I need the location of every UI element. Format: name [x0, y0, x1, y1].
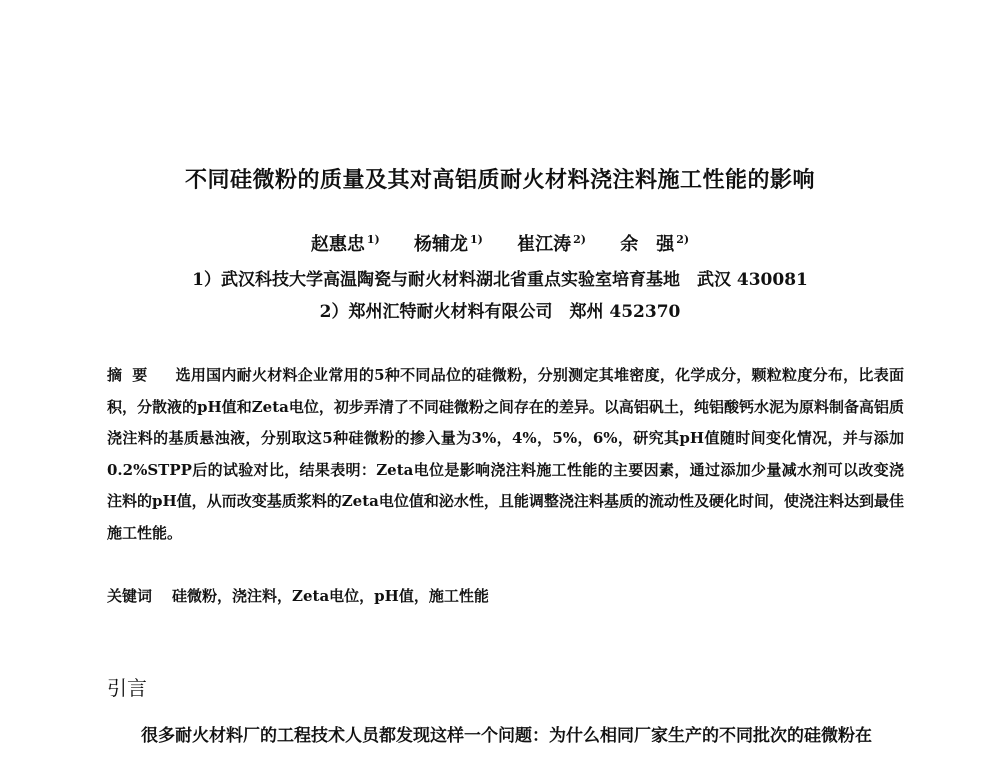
paper-title: 不同硅微粉的质量及其对高铝质耐火材料浇注料施工性能的影响 [184, 168, 815, 193]
author-name: 崔江涛 [517, 234, 572, 255]
author-affiliation-mark: 2) [676, 233, 690, 246]
author-name: 余 强 [620, 234, 675, 255]
author-name: 赵惠忠 [310, 234, 365, 255]
abstract-text: 选用国内耐火材料企业常用的5种不同品位的硅微粉，分别测定其堆密度，化学成分，颗粒粒度分布，比表面积，分散液的pH值和Zeta电位，初步弄清了不同硅微粉之间存在的差异。以高铝矾土，纯铝酸钙水泥为原料制备高铝质浇注料的基质悬浊液，分别取这5种硅微粉的掺入量为3%，4%，5%，6%，研究其pH值随时间变化情况，并与添加0.2%STPP后的试验对比，结果表明：Zeta电位是影响浇注料施工性能的主要因素，通过添加少量减水剂可以改变浇注料的pH值，从而改变基质浆料的Zeta电位值和泌水性，且能调整浇注料基质的流动性及硬化时间，使浇注料达到最佳施工性能。 [107, 366, 904, 542]
intro-paragraph: 很多耐火材料厂的工程技术人员都发现这样一个问题：为什么相同厂家生产的不同批次的硅微粉在 [141, 726, 872, 746]
author [414, 230, 483, 256]
author-affiliation-mark: 2) [573, 233, 586, 246]
author-affiliation-mark: 1) [470, 233, 483, 246]
author [517, 230, 586, 256]
abstract [107, 360, 904, 549]
abstract-label: 摘要 [107, 366, 158, 384]
affiliation-1: 1）武汉科技大学高温陶瓷与耐火材料湖北省重点实验室培育基地 武汉 430081 [192, 270, 808, 290]
author-affiliation-mark: 1) [366, 233, 380, 246]
author [311, 230, 380, 256]
section-heading: 引言 [107, 676, 147, 700]
keywords-text: 硅微粉，浇注料，Zeta电位，pH值，施工性能 [172, 587, 489, 605]
affiliation-2: 2）郑州汇特耐火材料有限公司 郑州 452370 [319, 302, 681, 322]
keywords-label: 关键词 [107, 587, 153, 605]
author-list [0, 230, 1000, 256]
author-name: 杨辅龙 [414, 234, 468, 255]
author [620, 230, 689, 256]
keywords [107, 585, 904, 606]
